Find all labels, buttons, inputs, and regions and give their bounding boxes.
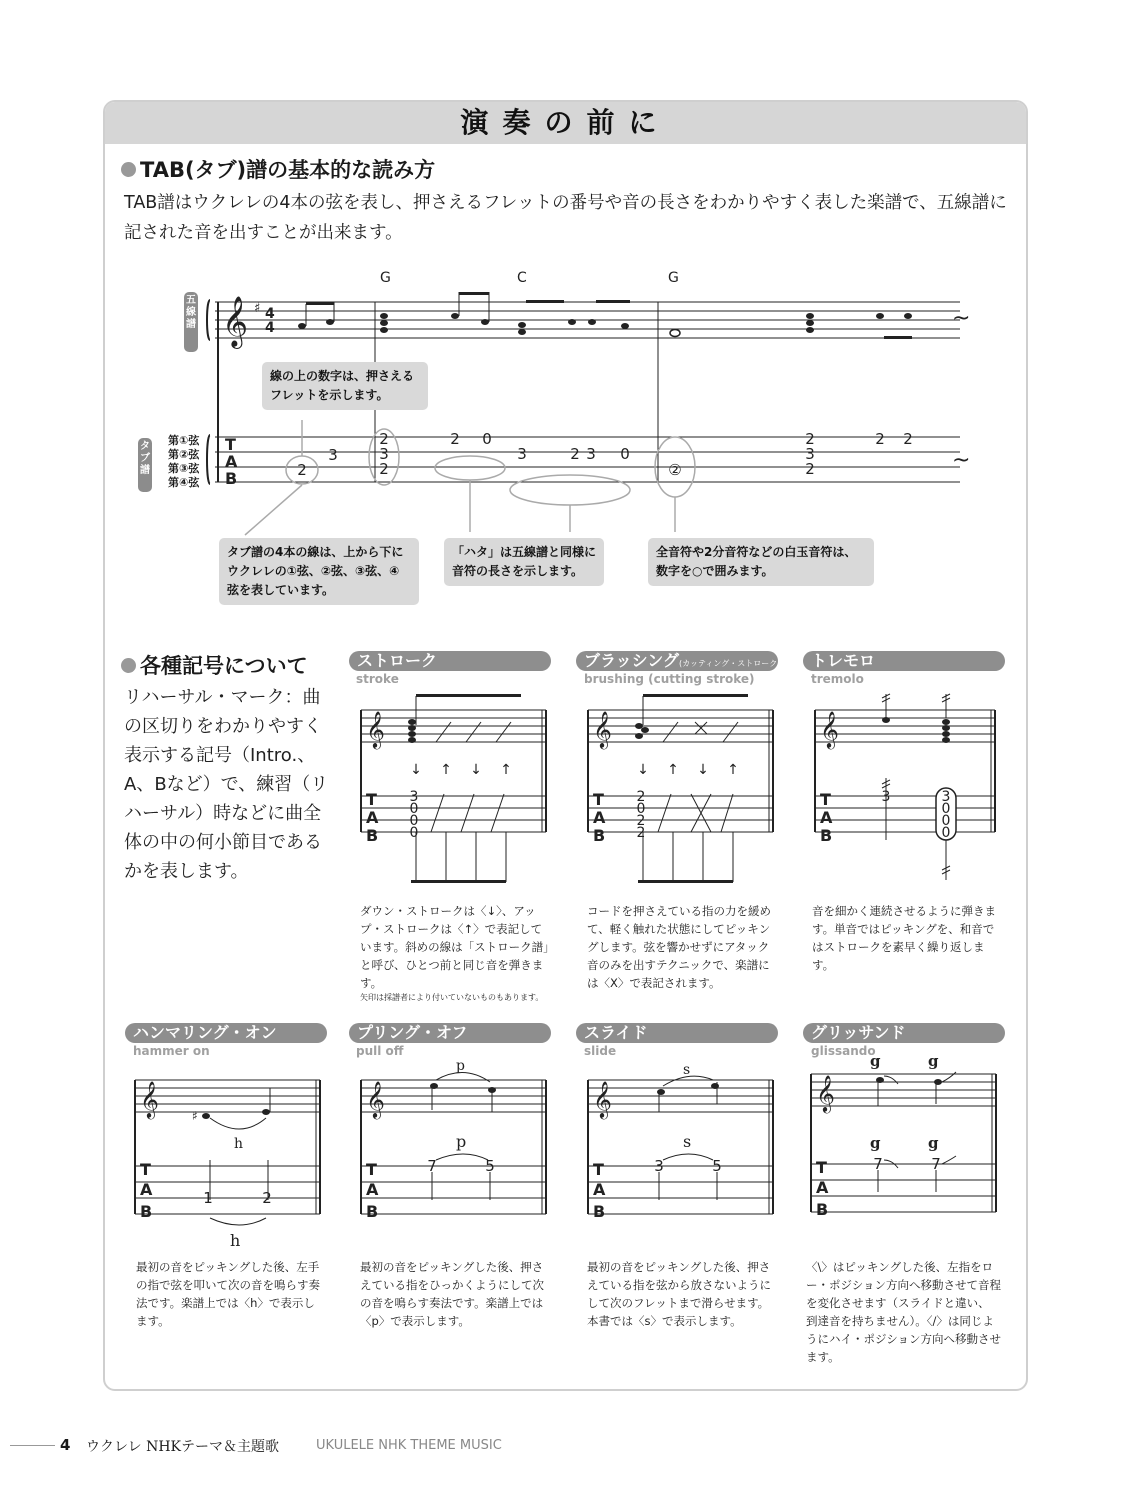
technique-description-text: ダウン・ストロークは〈↓〉、アップ・ストロークは〈↑〉で表記しています。斜めの線は「ストローク譜」と呼び、ひとつ前と同じ音を弾きます。 bbox=[360, 904, 549, 990]
technique-title-small: (カッティング・ストローク) bbox=[678, 659, 781, 668]
tab-clef-t: T bbox=[140, 1160, 151, 1179]
tab-number: 5 bbox=[485, 1157, 495, 1175]
footer-rule bbox=[10, 1445, 55, 1446]
technique-mark: s bbox=[683, 1132, 692, 1151]
tab-clef-t: T bbox=[593, 1160, 604, 1179]
technique-title-text: ブラッシング bbox=[584, 651, 679, 670]
technique-description: 最初の音をピッキングした後、押さえている指を弦から放さないようにして次のフレットまで滑らせます。本書では〈s〉で表示します。 bbox=[587, 1260, 771, 1328]
technique-description bbox=[360, 902, 550, 1004]
tab-clef-a: A bbox=[816, 1178, 829, 1197]
tab-number: 2 bbox=[636, 825, 646, 841]
tab-number: 2 bbox=[262, 1189, 272, 1207]
treble-clef-icon: 𝄞 bbox=[222, 296, 249, 347]
stroke-arrow: ↑ bbox=[500, 762, 512, 778]
technique-description: 最初の音をピッキングした後、左手の指で弦を叩いて次の音を鳴らす奏法です。楽譜上では〈h〉で表示します。 bbox=[136, 1260, 320, 1328]
technique-mark: g bbox=[870, 1134, 881, 1152]
technique-subtitle: tremolo bbox=[811, 672, 864, 686]
technique-note: 矢印は採譜者により付いていないものもあります。 bbox=[360, 993, 544, 1002]
treble-clef-icon: 𝄞 bbox=[593, 1080, 612, 1118]
tab-clef-b: B bbox=[366, 1202, 379, 1221]
section-intro: TAB譜はウクレレの4本の弦を表し、押さえるフレットの番号や音の長さをわかりやすく表した楽譜で、五線譜に記された音を出すことが出来ます。 bbox=[124, 193, 1007, 243]
tab-clef-b: B bbox=[593, 1202, 606, 1221]
tremolo-figure bbox=[810, 690, 1000, 890]
technique-mark: g bbox=[928, 1134, 939, 1152]
tab-number: 7 bbox=[931, 1155, 941, 1173]
treble-clef-icon: 𝄞 bbox=[140, 1080, 159, 1118]
footer-subtitle: UKULELE NHK THEME MUSIC bbox=[316, 1438, 502, 1453]
section-heading-text: 各種記号について bbox=[140, 654, 308, 678]
tab-number: 2 bbox=[636, 789, 646, 805]
tab-number: 3 bbox=[517, 445, 527, 463]
technique-title bbox=[576, 651, 781, 671]
tab-clef-t: T bbox=[366, 790, 377, 809]
string-label: 第④弦 bbox=[168, 476, 200, 489]
tab-number: 2 bbox=[450, 430, 460, 448]
technique-mark: g bbox=[870, 1052, 881, 1070]
svg-text:♯: ♯ bbox=[192, 1109, 198, 1123]
string-labels bbox=[168, 434, 199, 490]
tab-number: 2 bbox=[805, 460, 815, 478]
technique-subtitle: hammer on bbox=[133, 1044, 210, 1058]
technique-subtitle: glissando bbox=[811, 1044, 876, 1058]
page-title: 演奏の前に bbox=[105, 102, 1026, 144]
tab-clef-b: B bbox=[140, 1202, 153, 1221]
tab-number: 2 bbox=[379, 460, 389, 478]
treble-clef-icon: 𝄞 bbox=[366, 1080, 385, 1118]
treble-clef-icon: 𝄞 bbox=[593, 710, 612, 748]
svg-text:~: ~ bbox=[952, 306, 971, 331]
section-heading-symbols bbox=[121, 650, 308, 680]
tab-number: ② bbox=[668, 461, 682, 479]
tab-number: 7 bbox=[427, 1157, 437, 1175]
svg-text:♯: ♯ bbox=[254, 301, 261, 316]
stroke-arrow: ↑ bbox=[440, 762, 452, 778]
tab-clef-a: A bbox=[593, 1180, 606, 1199]
stroke-arrow: ↑ bbox=[667, 762, 679, 778]
stroke-arrow: ↓ bbox=[637, 762, 649, 778]
technique-subtitle: stroke bbox=[356, 672, 399, 686]
tab-number: 0 bbox=[409, 813, 419, 829]
tab-clef-b: B bbox=[816, 1200, 829, 1219]
tab-clef-a: A bbox=[366, 1180, 379, 1199]
stroke-arrow: ↑ bbox=[727, 762, 739, 778]
tab-number: 2 bbox=[297, 461, 307, 479]
callout-whole-notes: 全音符や2分音符などの白玉音符は、数字を○で囲みます。 bbox=[648, 538, 874, 586]
tab-number: 3 bbox=[328, 446, 338, 464]
glissando-figure bbox=[806, 1052, 1001, 1232]
tab-number: 0 bbox=[409, 825, 419, 841]
tab-tag: タブ譜 bbox=[138, 438, 152, 492]
treble-clef-icon: 𝄞 bbox=[816, 1074, 835, 1112]
tab-clef-a: A bbox=[366, 808, 379, 827]
technique-subtitle: slide bbox=[584, 1044, 617, 1058]
chord-name: G bbox=[380, 270, 391, 286]
time-signature-top: 4 bbox=[265, 306, 275, 322]
tab-clef-a: A bbox=[820, 808, 833, 827]
hammer-on-figure bbox=[130, 1060, 325, 1250]
pull-off-figure bbox=[356, 1060, 551, 1235]
bullet-icon bbox=[121, 162, 136, 177]
chord-name: G bbox=[668, 270, 679, 286]
rehearsal-mark-text: リハーサル・マーク：曲の区切りをわかりやすく表示する記号（Intro.、A、Bなど）で、練習（リハーサル）時などに曲全体の中の何小節目であるかを表します。 bbox=[124, 687, 329, 882]
technique-mark: h bbox=[230, 1231, 241, 1250]
technique-mark: h bbox=[234, 1136, 244, 1152]
tab-number: 0 bbox=[941, 825, 951, 841]
stroke-figure bbox=[356, 690, 551, 890]
technique-description: 最初の音をピッキングした後、押さえている指をひっかくようにして次の音を鳴らす奏法です。楽譜上では〈p〉で表示します。 bbox=[360, 1260, 544, 1328]
technique-subtitle: pull off bbox=[356, 1044, 404, 1058]
technique-mark: s bbox=[683, 1062, 691, 1078]
technique-mark: p bbox=[456, 1132, 467, 1151]
tab-clef-t: T bbox=[593, 790, 604, 809]
tab-clef-a: A bbox=[593, 808, 606, 827]
technique-title: スライド bbox=[576, 1023, 778, 1043]
page-number: 4 bbox=[60, 1436, 71, 1454]
tab-clef-b: B bbox=[225, 469, 238, 488]
tab-number: 0 bbox=[620, 445, 630, 463]
tab-number: 3 bbox=[586, 445, 596, 463]
tab-number: 0 bbox=[941, 813, 951, 829]
tab-clef-b: B bbox=[366, 826, 379, 845]
tab-number: 3 bbox=[654, 1157, 664, 1175]
treble-clef-icon: 𝄞 bbox=[820, 710, 839, 748]
time-signature-bottom: 4 bbox=[265, 320, 275, 336]
technique-description: 音を細かく連続させるように弾きます。単音ではピッキングを、和音ではストロークを素早く繰り返します。 bbox=[812, 904, 996, 972]
tab-number: 2 bbox=[379, 430, 389, 448]
section-heading-text: TAB(タブ)譜の基本的な読み方 bbox=[140, 158, 436, 182]
bullet-icon bbox=[121, 658, 136, 673]
tab-number: 0 bbox=[636, 801, 646, 817]
brushing-figure bbox=[583, 690, 778, 890]
stroke-arrow: ↓ bbox=[410, 762, 422, 778]
tab-clef-t: T bbox=[820, 790, 831, 809]
tab-clef-t: T bbox=[366, 1160, 377, 1179]
string-label: 第①弦 bbox=[168, 434, 200, 447]
technique-description: 〈\〉はピッキングした後、左指をロー・ポジション方向へ移動させて音程を変化させます（スライドと違い、到達音を持ちません）。〈/〉は同じようにハイ・ポジション方向へ移動させます。 bbox=[806, 1260, 1001, 1364]
tab-number: 3 bbox=[881, 789, 891, 805]
svg-text:~: ~ bbox=[952, 448, 971, 473]
tab-number: 3 bbox=[805, 445, 815, 463]
tab-number: 3 bbox=[941, 789, 951, 805]
technique-subtitle: brushing (cutting stroke) bbox=[584, 672, 755, 686]
technique-mark: g bbox=[928, 1052, 939, 1070]
tab-number: 3 bbox=[409, 789, 419, 805]
callout-beams: 「ハタ」は五線譜と同様に音符の長さを示します。 bbox=[444, 538, 604, 586]
technique-title: プリング・オフ bbox=[349, 1023, 551, 1043]
tab-number: 2 bbox=[570, 445, 580, 463]
callout-tab-lines: タブ譜の4本の線は、上から下にウクレレの①弦、②弦、③弦、④弦を表しています。 bbox=[219, 538, 419, 605]
tab-number: 1 bbox=[203, 1189, 213, 1207]
technique-title: ストローク bbox=[349, 651, 551, 671]
tab-number: 0 bbox=[941, 801, 951, 817]
tab-clef-b: B bbox=[593, 826, 606, 845]
tab-number: 7 bbox=[873, 1155, 883, 1173]
stroke-arrow: ↓ bbox=[470, 762, 482, 778]
tab-number: 0 bbox=[482, 430, 492, 448]
tab-number: 5 bbox=[712, 1157, 722, 1175]
tab-clef-t: T bbox=[816, 1158, 827, 1177]
section-heading-tab bbox=[121, 154, 435, 184]
tab-clef-t: T bbox=[225, 435, 236, 454]
slide-figure bbox=[583, 1060, 778, 1235]
tab-clef-a: A bbox=[225, 452, 238, 471]
tab-clef-b: B bbox=[820, 826, 833, 845]
tab-number: 2 bbox=[903, 430, 913, 448]
staff-tag: 五線譜 bbox=[184, 292, 198, 352]
string-label: 第②弦 bbox=[168, 448, 200, 461]
tab-number: 3 bbox=[379, 445, 389, 463]
tab-number: 2 bbox=[875, 430, 885, 448]
technique-title: トレモロ bbox=[803, 651, 1005, 671]
tab-number: 2 bbox=[636, 813, 646, 829]
tab-number: 0 bbox=[409, 801, 419, 817]
tab-number: 2 bbox=[805, 430, 815, 448]
technique-description: コードを押さえている指の力を緩めて、軽く触れた状態にしてピッキングします。弦を響かせずにアタック音のみを出すテクニックで、楽譜には〈X〉で表記されます。 bbox=[587, 904, 771, 990]
chord-name: C bbox=[517, 270, 527, 286]
technique-title: ハンマリング・オン bbox=[125, 1023, 327, 1043]
string-label: 第③弦 bbox=[168, 462, 200, 475]
technique-title: グリッサンド bbox=[803, 1023, 1005, 1043]
stroke-arrow: ↓ bbox=[697, 762, 709, 778]
callout-fret-numbers: 線の上の数字は、押さえるフレットを示します。 bbox=[262, 362, 428, 410]
treble-clef-icon: 𝄞 bbox=[366, 710, 385, 748]
technique-mark: p bbox=[456, 1060, 465, 1074]
footer-title: ウクレレ NHKテーマ＆主題歌 bbox=[86, 1439, 280, 1455]
tab-clef-a: A bbox=[140, 1180, 153, 1199]
